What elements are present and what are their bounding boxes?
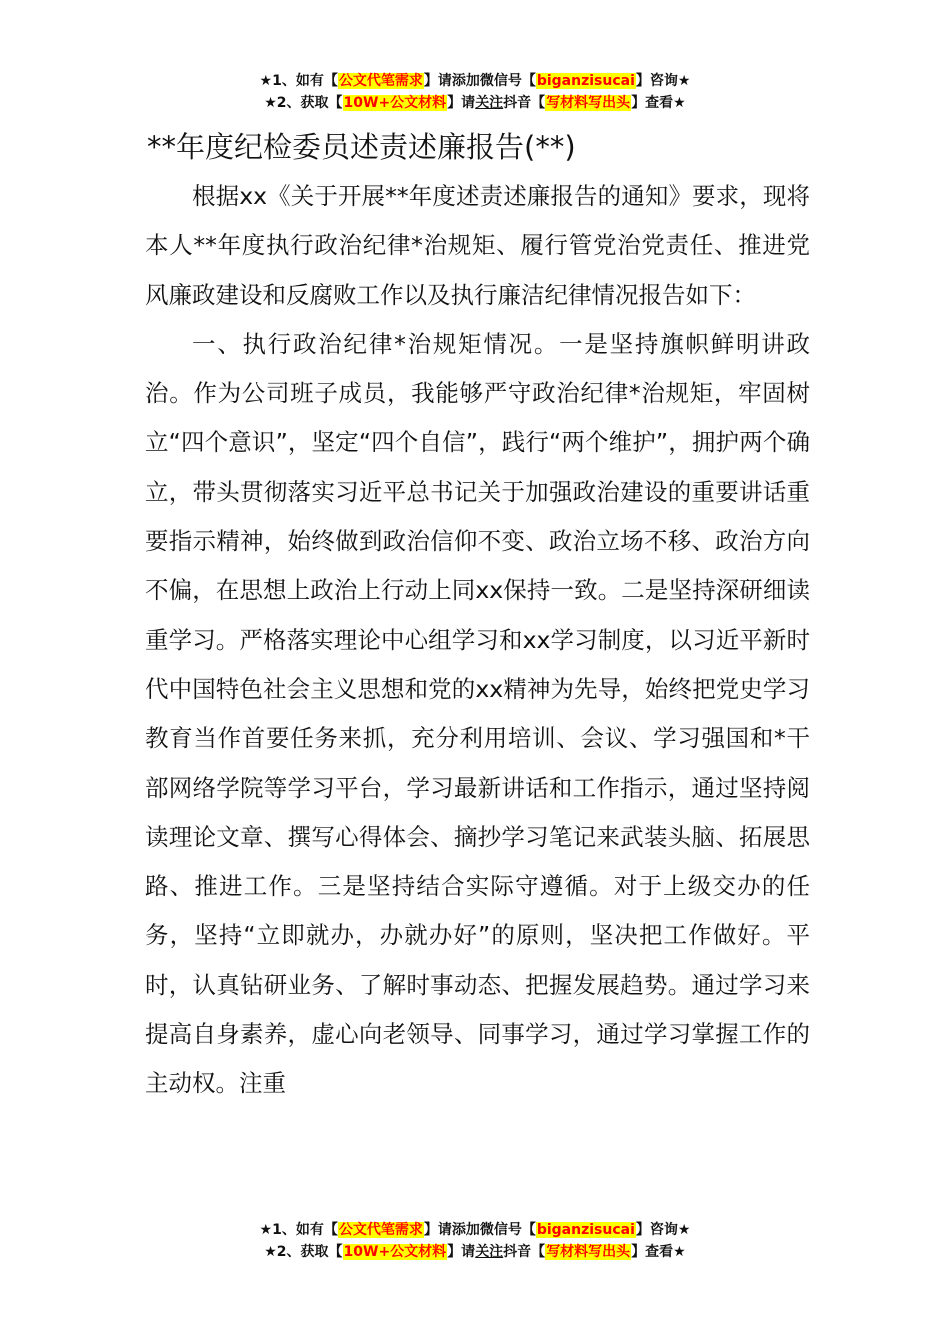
highlight-wechat-id: biganzisucai [536,73,635,89]
footer-banner [0,1219,950,1263]
banner-text: 】请 [447,95,476,111]
banner-text: 】咨询★ [635,73,691,89]
banner-text: 抖音【 [503,95,546,111]
banner-line-1 [0,1219,950,1241]
highlight-wechat-id: biganzisucai [536,1222,635,1238]
highlight-douyin-account: 写材料写出头 [546,1244,631,1260]
banner-text: 】请添加微信号【 [423,1222,536,1238]
banner-text: 】请添加微信号【 [423,73,536,89]
highlight-ghostwriting: 公文代笔需求 [338,73,423,89]
highlight-materials: 10W+公文材料 [343,1244,447,1260]
banner-text: 】查看★ [631,95,686,111]
paragraph: 一、执行政治纪律*治规矩情况。一是坚持旗帜鲜明讲政治。作为公司班子成员，我能够严守政治纪律*治规矩，牢固树立“四个意识”，坚定“四个自信”，践行“两个维护”，拥护两个确立，带头贯彻落实习近平总书记关于加强政治建设的重要讲话重要指示精神，始终做到政治信仰不变、政治立场不移、政治方向不偏，在思想上政治上行动上同xx保持一致。二是坚持深研细读重学习。严格落实理论中心组学习和xx学习制度，以习近平新时代中国特色社会主义思想和党的xx精神为先导，始终把党史学习教育当作首要任务来抓，充分利用培训、会议、学习强国和*干部网络学院等学习平台，学习最新讲话和工作指示，通过坚持阅读理论文章、撰写心得体会、摘抄学习笔记来武装头脑、拓展思路、推进工作。三是坚持结合实际守遵循。对于上级交办的任务，坚持“立即就办，办就办好”的原则，坚决把工作做好。平时，认真钻研业务、了解时事动态、把握发展趋势。通过学习来提高自身素养，虚心向老领导、同事学习，通过学习掌握工作的主动权。注重 [145,329,810,1098]
banner-text: ★1、如有【 [259,1222,338,1238]
banner-text: 】请 [447,1244,476,1260]
underlined-follow: 关注 [475,1244,504,1260]
highlight-materials: 10W+公文材料 [343,95,447,111]
highlight-ghostwriting: 公文代笔需求 [338,1222,423,1238]
banner-text: ★2、获取【 [264,95,343,111]
underlined-follow: 关注 [475,95,504,111]
banner-text: ★1、如有【 [259,73,338,89]
banner-line-2 [0,92,950,114]
banner-text: 】咨询★ [635,1222,691,1238]
banner-text: ★2、获取【 [264,1244,343,1260]
banner-text: 抖音【 [503,1244,546,1260]
page-title: **年度纪检委员述责述廉报告(**) [147,130,576,164]
highlight-douyin-account: 写材料写出头 [546,95,631,111]
banner-text: 】查看★ [631,1244,686,1260]
paragraph: 根据xx《关于开展**年度述责述廉报告的通知》要求，现将本人**年度执行政治纪律*治规矩、履行管党治党责任、推进党风廉政建设和反腐败工作以及执行廉洁纪律情况报告如下： [145,182,810,309]
banner-line-2 [0,1241,950,1263]
banner-line-1 [0,70,950,92]
header-banner [0,70,950,114]
document-body [145,122,810,1109]
